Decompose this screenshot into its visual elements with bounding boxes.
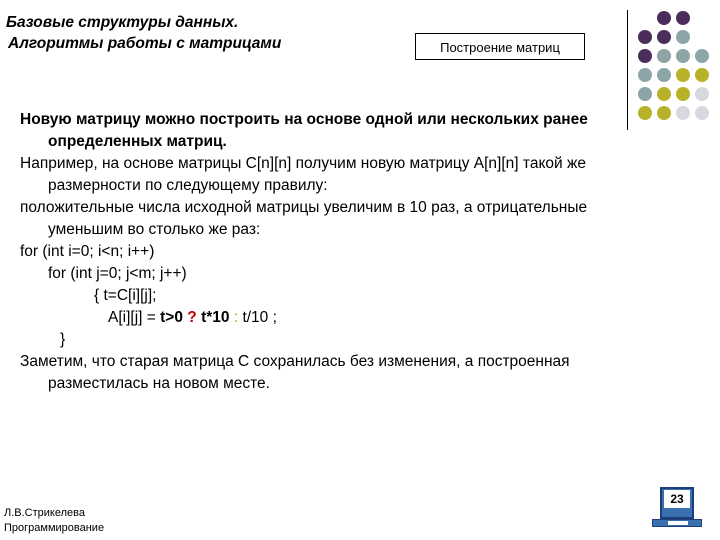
code-line: for (int i=0; i<n; i++) bbox=[20, 243, 155, 260]
decorative-dot bbox=[657, 11, 671, 25]
decorative-dot bbox=[638, 30, 652, 44]
slide-number: 23 bbox=[664, 490, 690, 508]
ternary-question-mark: ? bbox=[187, 309, 197, 326]
footer bbox=[4, 506, 104, 536]
code-line-ternary bbox=[20, 307, 700, 329]
decorative-dot bbox=[676, 11, 690, 25]
title-line-1: Базовые структуры данных. bbox=[6, 14, 239, 31]
code-part: A[i][j] = bbox=[108, 309, 161, 326]
decorative-dot bbox=[657, 49, 671, 63]
decorative-dot bbox=[638, 87, 652, 101]
code-line: { t=C[i][j]; bbox=[94, 287, 157, 304]
decorative-dot bbox=[657, 30, 671, 44]
decorative-dot bbox=[695, 87, 709, 101]
decorative-dot bbox=[676, 30, 690, 44]
course-name: Программирование bbox=[4, 522, 105, 534]
decorative-dot bbox=[695, 68, 709, 82]
code-true-branch: t*10 bbox=[201, 309, 230, 326]
decorative-dot bbox=[676, 87, 690, 101]
ternary-colon: : bbox=[233, 309, 239, 326]
monitor-base-bar bbox=[668, 521, 688, 525]
text-line: размерности по следующему правилу: bbox=[48, 177, 328, 194]
decorative-dot bbox=[657, 68, 671, 82]
text-line: Новую матрицу можно построить на основе одной или нескольких ранее bbox=[20, 111, 588, 128]
topic-box: Построение матриц bbox=[415, 33, 585, 60]
slide-title bbox=[6, 12, 281, 54]
decorative-dot bbox=[676, 49, 690, 63]
decorative-dot bbox=[638, 68, 652, 82]
decorative-dot bbox=[676, 68, 690, 82]
code-false-branch: t/10 ; bbox=[242, 309, 277, 326]
slide-body bbox=[20, 109, 700, 395]
code-condition: t>0 bbox=[160, 309, 183, 326]
text-line: положительные числа исходной матрицы увеличим в 10 раз, а отрицательные bbox=[20, 199, 588, 216]
title-line-2: Алгоритмы работы с матрицами bbox=[8, 35, 282, 52]
text-line: определенных матриц. bbox=[48, 133, 227, 150]
decorative-dot bbox=[695, 49, 709, 63]
text-line: разместилась на новом месте. bbox=[48, 375, 270, 392]
slide-number-badge bbox=[652, 483, 702, 529]
text-line: уменьшим во столько же раз: bbox=[48, 221, 261, 238]
decorative-dot bbox=[638, 49, 652, 63]
text-line: Например, на основе матрицы C[n][n] получим новую матрицу A[n][n] такой же bbox=[20, 155, 586, 172]
author-name: Л.В.Стрикелева bbox=[4, 507, 85, 519]
decorative-dot bbox=[657, 87, 671, 101]
text-line: Заметим, что старая матрица C сохранилась без изменения, а построенная bbox=[20, 353, 570, 370]
code-line: for (int j=0; j<m; j++) bbox=[48, 265, 187, 282]
code-line: } bbox=[60, 331, 66, 348]
